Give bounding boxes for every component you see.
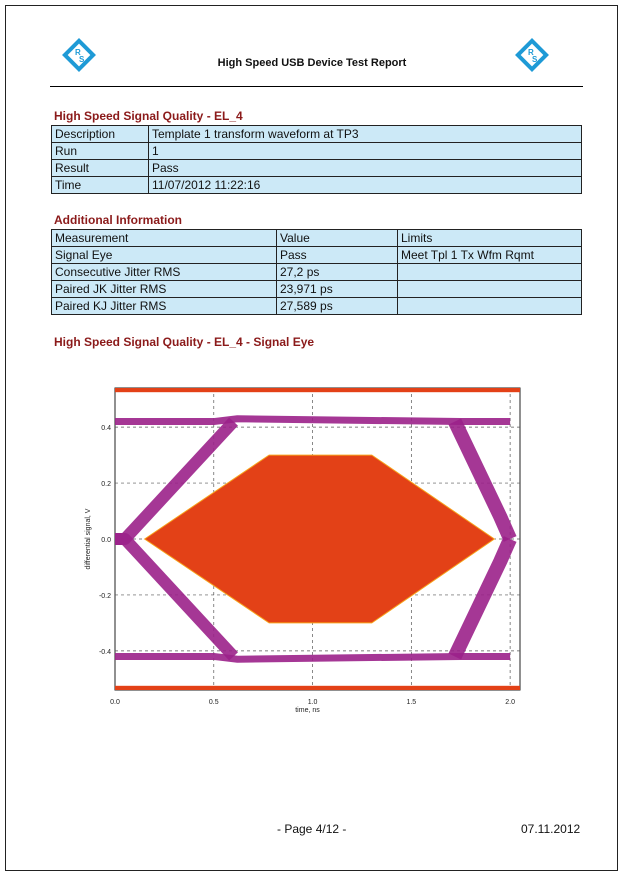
svg-text:S: S xyxy=(532,55,538,64)
x-tick-label: 2.0 xyxy=(505,699,515,706)
table-row xyxy=(52,177,582,194)
x-tick-label: 0.5 xyxy=(208,699,219,706)
eye-trace xyxy=(115,419,510,422)
y-tick-label: 0.2 xyxy=(101,481,111,489)
column-header: Value xyxy=(277,230,398,247)
column-header: Measurement xyxy=(52,230,277,247)
table-cell: Signal Eye xyxy=(52,247,277,264)
report-title: High Speed USB Device Test Report xyxy=(217,57,407,69)
mask-limit-bar xyxy=(115,388,520,392)
table-cell: 27,589 ps xyxy=(277,298,398,315)
table-cell xyxy=(398,264,582,281)
page-number: - Page 4/12 - xyxy=(277,822,347,836)
mask-limit-bar xyxy=(115,686,520,690)
table-cell: Meet Tpl 1 Tx Wfm Rqmt xyxy=(398,247,582,264)
signal-quality-table xyxy=(51,125,582,194)
y-tick-label: 0.4 xyxy=(101,425,111,433)
section-heading: Additional Information xyxy=(54,213,182,227)
svg-text:S: S xyxy=(79,55,85,64)
table-row xyxy=(52,281,582,298)
x-tick-label: 1.0 xyxy=(307,699,318,706)
table-row xyxy=(52,126,582,143)
table-row xyxy=(52,160,582,177)
table-cell: Paired JK Jitter RMS xyxy=(52,281,277,298)
table-cell: 11/07/2012 11:22:16 xyxy=(149,177,582,194)
table-cell: Template 1 transform waveform at TP3 xyxy=(149,126,582,143)
x-axis-label: time, ns xyxy=(295,707,320,714)
table-cell: Pass xyxy=(149,160,582,177)
y-tick-label: 0.0 xyxy=(101,537,111,544)
x-tick-label: 1.5 xyxy=(406,699,417,706)
header-divider xyxy=(50,86,583,87)
table-cell: Time xyxy=(52,177,149,194)
table-cell: Consecutive Jitter RMS xyxy=(52,264,277,281)
table-cell: Result xyxy=(52,160,149,177)
table-cell: 23,971 ps xyxy=(277,281,398,298)
signal-eye-chart xyxy=(70,380,530,714)
y-tick-label: -0.2 xyxy=(98,592,111,600)
table-header-row xyxy=(52,230,582,247)
table-cell: Description xyxy=(52,126,149,143)
table-row xyxy=(52,143,582,160)
section-heading: High Speed Signal Quality - EL_4 - Signal Eye xyxy=(54,335,315,349)
y-tick-label: -0.4 xyxy=(98,648,111,656)
section-heading: High Speed Signal Quality - EL_4 xyxy=(54,109,243,123)
column-header: Limits xyxy=(398,230,582,247)
table-cell xyxy=(398,298,582,315)
report-date: 07.11.2012 xyxy=(521,822,581,836)
x-tick-label: 0.0 xyxy=(110,699,120,706)
table-cell: 1 xyxy=(149,143,582,160)
table-cell: Paired KJ Jitter RMS xyxy=(52,298,277,315)
table-cell: Pass xyxy=(277,247,398,264)
table-row xyxy=(52,264,582,281)
table-row xyxy=(52,247,582,264)
additional-info-table xyxy=(51,229,582,315)
eye-trace xyxy=(115,656,510,659)
y-axis-label: differential signal, V xyxy=(85,508,92,570)
table-cell xyxy=(398,281,582,298)
svg-text:R: R xyxy=(528,48,534,57)
svg-text:R: R xyxy=(75,48,81,57)
table-row xyxy=(52,298,582,315)
table-cell: 27,2 ps xyxy=(277,264,398,281)
table-cell: Run xyxy=(52,143,149,160)
